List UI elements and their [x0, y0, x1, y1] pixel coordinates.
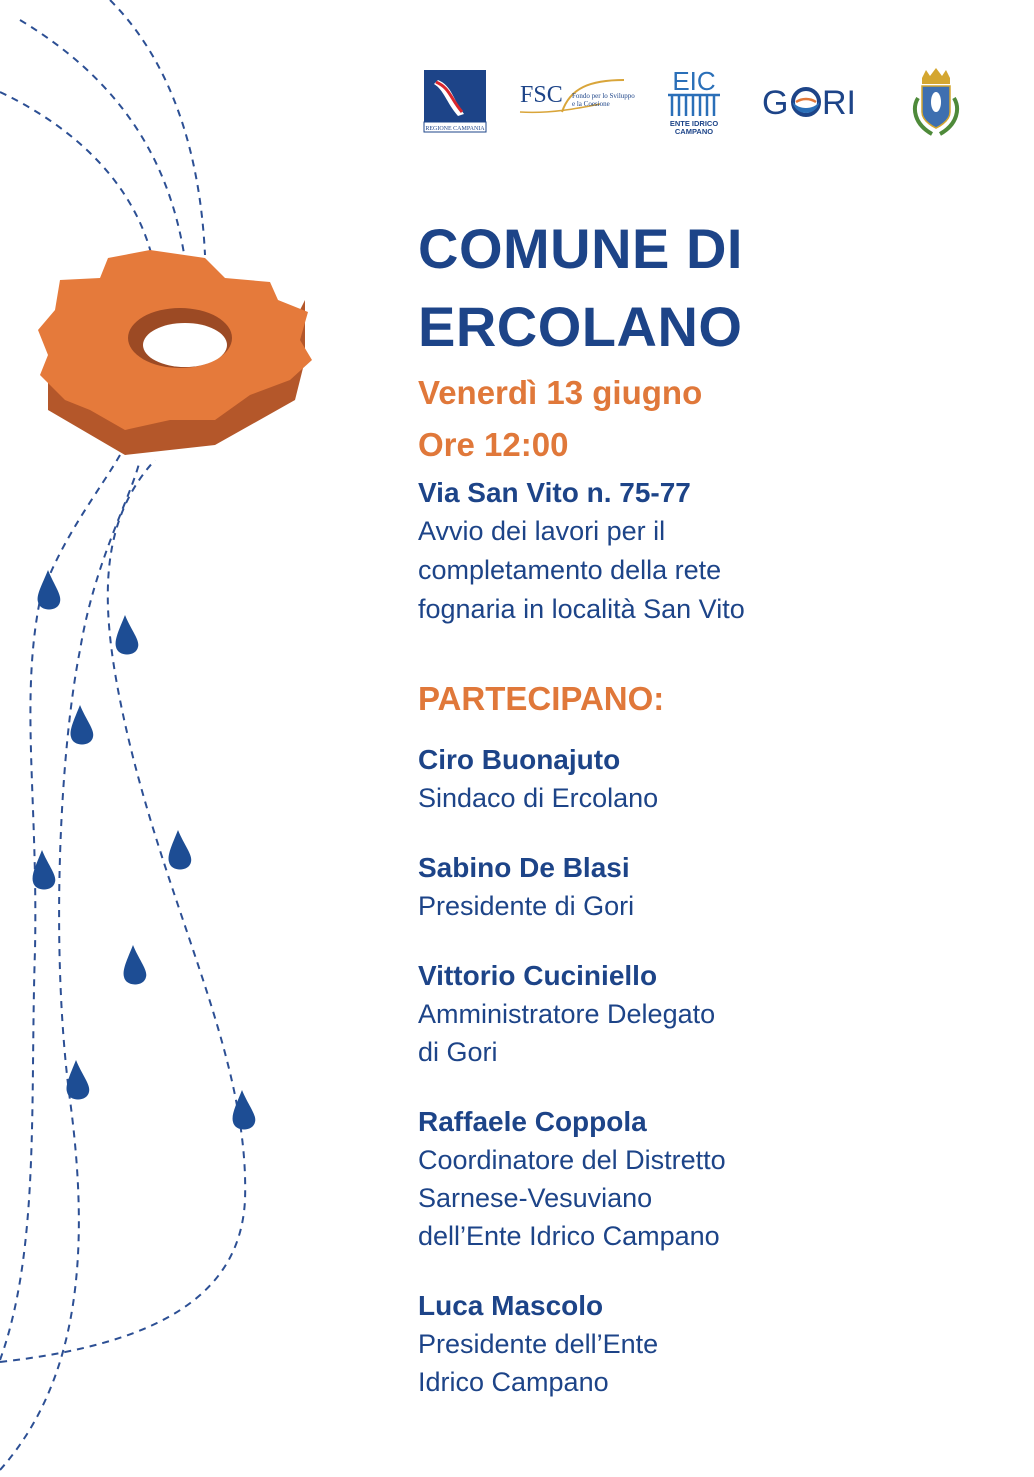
- participant-role: dell’Ente Idrico Campano: [418, 1221, 720, 1251]
- eic-line2: CAMPANO: [674, 127, 714, 136]
- gear-icon: [38, 250, 312, 455]
- participant-name: Sabino De Blasi: [418, 852, 630, 883]
- fsc-abbr: FSC: [520, 82, 563, 108]
- fsc-logo: [520, 78, 635, 118]
- description-line: fognaria in località San Vito: [418, 594, 745, 624]
- regione-campania-logo: [422, 68, 488, 134]
- event-announcement: [418, 210, 998, 1401]
- event-time: Ore 12:00: [418, 426, 569, 463]
- participant: [418, 1287, 998, 1401]
- participant: [418, 849, 998, 925]
- participant-role: Idrico Campano: [418, 1367, 609, 1397]
- description-line: Avvio dei lavori per il: [418, 516, 666, 546]
- eic-abbr: EIC: [672, 66, 716, 96]
- participant-role: Coordinatore del Distretto: [418, 1145, 726, 1175]
- regione-campania-caption: REGIONE CAMPANIA: [425, 126, 485, 132]
- fsc-line2: e la Coesione: [572, 100, 610, 108]
- event-description: [418, 512, 998, 629]
- title-line-2: ERCOLANO: [418, 295, 743, 358]
- participant-role: Presidente dell’Ente: [418, 1329, 659, 1359]
- gori-logo: [762, 82, 868, 122]
- participants-list: [418, 741, 998, 1401]
- description-line: completamento della rete: [418, 555, 722, 585]
- fsc-line1: Fondo per lo Sviluppo: [572, 92, 635, 100]
- participant-name: Raffaele Coppola: [418, 1106, 647, 1137]
- gori-letter-g: G: [762, 84, 789, 122]
- page-title: [418, 210, 998, 366]
- event-date: Venerdì 13 giugno: [418, 374, 703, 411]
- participant-name: Ciro Buonajuto: [418, 744, 621, 775]
- participant-role: Sarnese-Vesuviano: [418, 1183, 653, 1213]
- participant-role: Amministratore Delegato: [418, 999, 716, 1029]
- sponsor-logos: [418, 64, 978, 140]
- participant-name: Luca Mascolo: [418, 1290, 604, 1321]
- gori-letters-ri: RI: [822, 84, 856, 122]
- participant-role: Presidente di Gori: [418, 891, 635, 921]
- participant-role: Sindaco di Ercolano: [418, 783, 659, 813]
- participants-heading: PARTECIPANO:: [418, 680, 665, 717]
- participant: [418, 741, 998, 817]
- title-line-1: COMUNE DI: [418, 217, 743, 280]
- participant: [418, 957, 998, 1071]
- participant-role: di Gori: [418, 1037, 498, 1067]
- municipal-crest-icon: [908, 68, 964, 138]
- participant-name: Vittorio Cuciniello: [418, 960, 658, 991]
- event-address: Via San Vito n. 75-77: [418, 477, 691, 508]
- participant: [418, 1103, 998, 1255]
- gear-and-water-illustration: [0, 0, 340, 1477]
- eic-line1: ENTE IDRICO: [669, 119, 719, 128]
- ente-idrico-campano-logo: [664, 66, 724, 136]
- water-drop-icons: [33, 570, 256, 1130]
